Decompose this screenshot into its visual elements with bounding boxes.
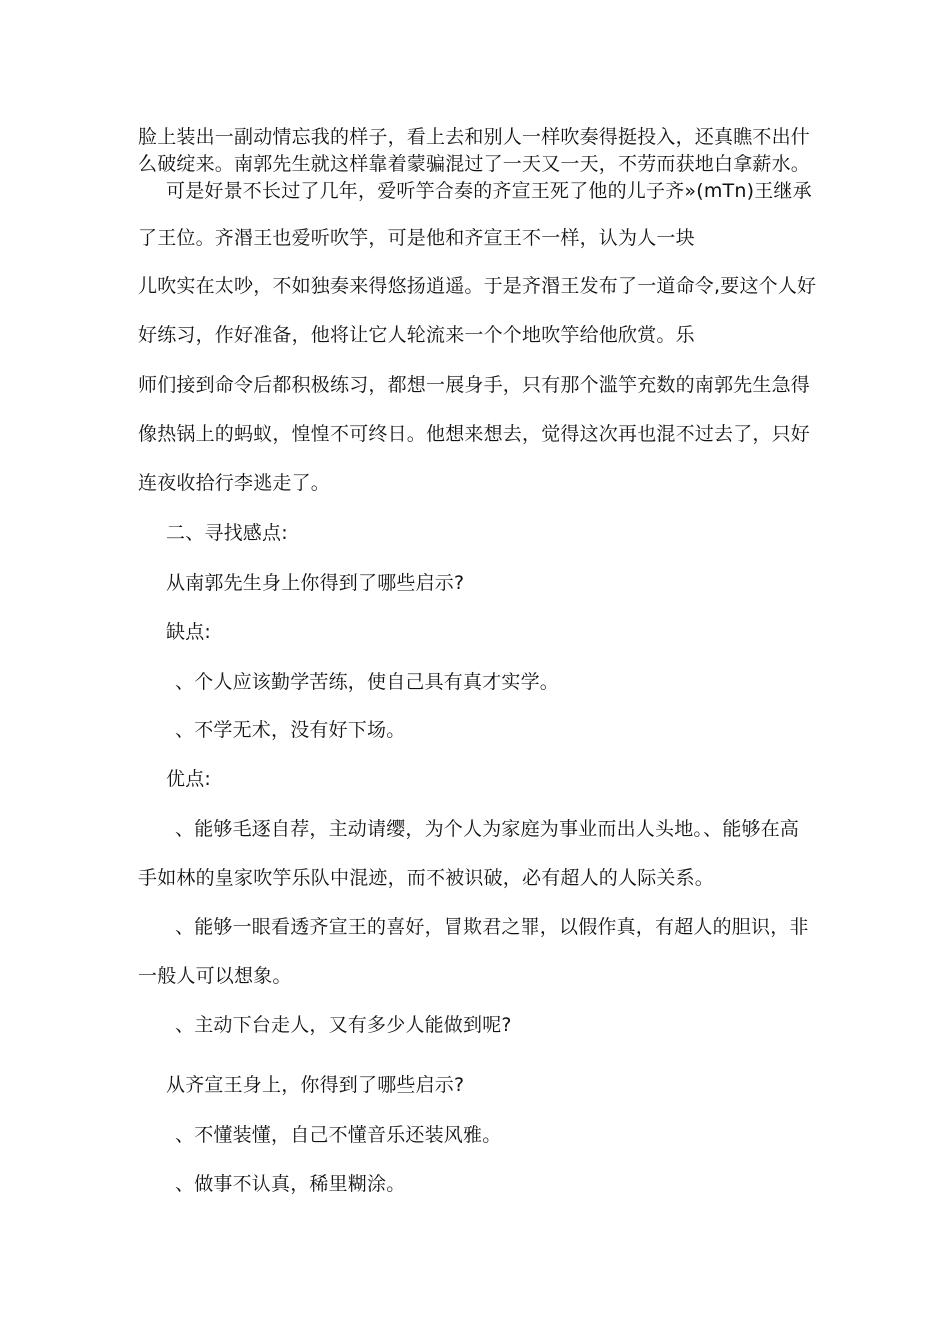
question-line: 从南郭先生身上你得到了哪些启示? — [166, 572, 465, 594]
body-text-line: 么破绽来。南郭先生就这样靠着蒙骗混过了一天又一天，不劳而获地白拿薪水。 — [138, 153, 811, 175]
body-text-line: 一般人可以想象。 — [138, 965, 292, 987]
list-item: 、个人应该勤学苦练，使自己具有真才实学。 — [175, 671, 560, 693]
subheading-merits: 优点: — [166, 768, 212, 790]
body-text-line: 连夜收拾行李逃走了。 — [138, 472, 331, 494]
body-text-line: 手如林的皇家吹竽乐队中混迹，而不被识破，必有超人的人际关系。 — [138, 867, 715, 889]
section-heading: 二、寻找感点: — [166, 522, 288, 544]
list-item: 、主动下台走人，又有多少人能做到呢? — [175, 1014, 512, 1036]
list-item: 、不学无术，没有好下场。 — [175, 719, 406, 741]
subheading-shortcomings: 缺点: — [166, 621, 212, 643]
list-item: 、能够毛逐自荐，主动请缨，为个人为家庭为事业而出人头地。、能够在高 — [175, 818, 800, 840]
list-item: 、能够一眼看透齐宣王的喜好，冒欺君之罪，以假作真，有超人的胆识，非 — [175, 916, 809, 938]
list-item: 、不懂装懂，自己不懂音乐还装风雅。 — [175, 1124, 502, 1146]
body-text-line: 可是好景不长过了几年，爱听竽合奏的齐宣王死了他的儿子齐»(mTn)王继承 — [166, 180, 812, 202]
body-text-line: 好练习，作好准备，他将让它人轮流来一个个地吹竽给他欣赏。乐 — [138, 324, 695, 346]
question-line: 从齐宣王身上，你得到了哪些启示? — [166, 1074, 465, 1096]
body-text-line: 师们接到命令后都积极练习，都想一展身手，只有那个滥竽充数的南郭先生急得 — [138, 374, 811, 396]
list-item: 、做事不认真，稀里糊涂。 — [175, 1173, 406, 1195]
body-text-line: 了王位。齐湣王也爱听吹竽，可是他和齐宣王不一样，认为人一块 — [138, 227, 695, 249]
body-text-line: 脸上装出一副动情忘我的样子，看上去和别人一样吹奏得挺投入，还真瞧不出什 — [138, 126, 811, 148]
body-text-line: 儿吹实在太吵，不如独奏来得悠扬逍遥。于是齐湣王发布了一道命令,要这个人好 — [138, 275, 817, 297]
body-text-line: 像热锅上的蚂蚁，惶惶不可终日。他想来想去，觉得这次再也混不过去了，只好 — [138, 423, 811, 445]
